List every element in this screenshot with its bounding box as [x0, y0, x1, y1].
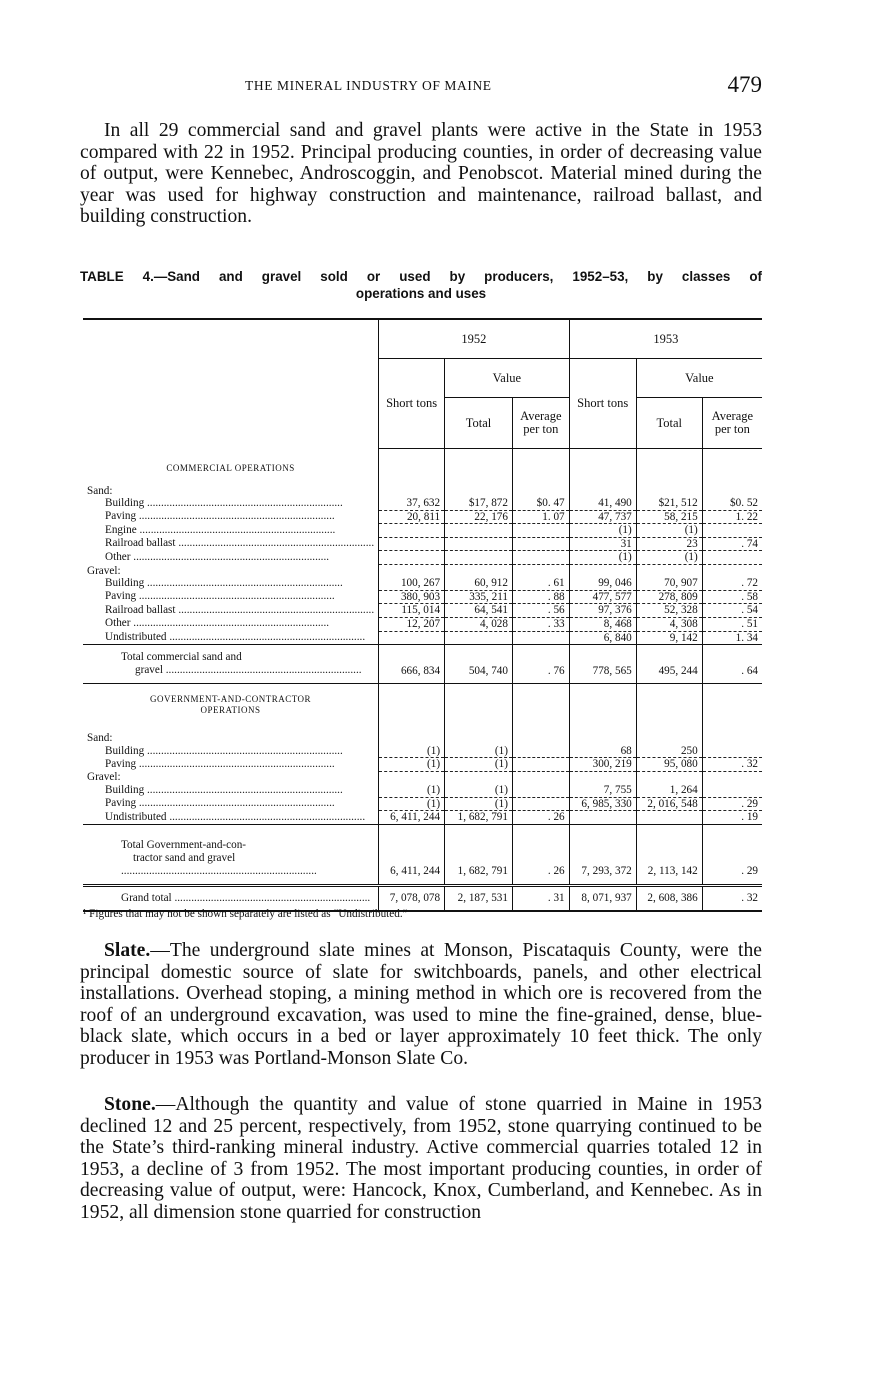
- cell-value: $0. 52: [702, 497, 762, 510]
- cell-value: (1): [445, 797, 513, 811]
- group-label: Sand:: [87, 732, 113, 745]
- cell-value: . 76: [512, 645, 569, 684]
- table-row: [83, 745, 762, 758]
- cell-value: . 33: [512, 617, 569, 631]
- cell-value: (1): [445, 758, 513, 772]
- row-label-line-1: Total commercial sand and: [121, 651, 242, 664]
- table-caption-line-2: operations and uses: [355, 286, 487, 301]
- page-number: 479: [727, 72, 762, 97]
- row-label: [83, 758, 379, 772]
- cell-value: 37, 632: [379, 497, 445, 510]
- commercial-total-row: [83, 645, 762, 684]
- total-1952-header: Total: [445, 398, 513, 449]
- government-gravel-rows: [83, 784, 762, 824]
- cell-value: . 32: [702, 885, 762, 911]
- cell-value: [569, 811, 636, 825]
- slate-paragraph: [80, 940, 762, 1070]
- cell-value: 70, 907: [636, 577, 702, 590]
- row-label: [83, 510, 379, 524]
- cell-value: [512, 524, 569, 538]
- cell-value: 100, 267: [379, 577, 445, 590]
- cell-value: [445, 524, 513, 538]
- row-label: [83, 497, 379, 510]
- cell-value: 58, 215: [636, 510, 702, 524]
- cell-value: 68: [569, 745, 636, 758]
- cell-value: 495, 244: [636, 645, 702, 684]
- row-label: [83, 811, 379, 825]
- table-caption-line-1: TABLE 4.—Sand and gravel sold or used by producers, 1952–53, by classes of: [80, 269, 762, 284]
- cell-value: [379, 631, 445, 645]
- cell-value: . 26: [512, 811, 569, 825]
- table-row: [83, 497, 762, 510]
- row-label: [83, 645, 379, 684]
- table-row: [83, 631, 762, 645]
- cell-value: [636, 811, 702, 825]
- year-1953-header: 1953: [569, 319, 762, 359]
- intro-paragraph-text: In all 29 commercial sand and gravel plants were active in the State in 1953 compared with 22 in 1952. Principal producing counties, in order of decreasing value of output, were Kennebec, Androscoggin, and Penobscot. Material mined during the year was used for highway construction and maintenance, railroad ballast, and building construction.: [80, 120, 762, 228]
- cell-value: 9, 142: [636, 631, 702, 645]
- table-row: [83, 551, 762, 565]
- cell-value: [512, 551, 569, 565]
- cell-value: [445, 631, 513, 645]
- table-row: [83, 617, 762, 631]
- avg-1952-header: [512, 398, 569, 449]
- cell-value: [512, 631, 569, 645]
- cell-value: [512, 797, 569, 811]
- cell-value: 1. 22: [702, 510, 762, 524]
- cell-value: 250: [636, 745, 702, 758]
- cell-value: 335, 211: [445, 590, 513, 604]
- table-row: [83, 797, 762, 811]
- cell-value: 6, 411, 244: [379, 811, 445, 825]
- group-label: Sand:: [87, 484, 113, 497]
- cell-value: . 64: [702, 645, 762, 684]
- cell-value: [512, 745, 569, 758]
- row-label: [83, 745, 379, 758]
- table-row: [83, 510, 762, 524]
- row-label-text: Railroad ballast .....: [105, 537, 374, 549]
- section-heading: COMMERCIAL OPERATIONS: [166, 462, 295, 473]
- cell-value: 47, 737: [569, 510, 636, 524]
- table-row: [83, 784, 762, 797]
- cell-value: 41, 490: [569, 497, 636, 510]
- row-label-text: Building .....: [105, 577, 343, 589]
- avg-label-line-1: Average: [520, 409, 562, 423]
- cell-value: . 26: [512, 824, 569, 885]
- row-label-text: Undistributed .....: [105, 631, 365, 643]
- cell-value: . 72: [702, 577, 762, 590]
- commercial-sand-rows: [83, 497, 762, 564]
- slate-heading: Slate.: [104, 940, 151, 961]
- table-row: [83, 537, 762, 551]
- row-label-line-2: tractor sand and gravel .....: [121, 852, 317, 877]
- short-tons-1953-header: Short tons: [569, 359, 636, 449]
- cell-value: [702, 745, 762, 758]
- cell-value: [445, 537, 513, 551]
- section-heading-line-2: OPERATIONS: [200, 705, 261, 716]
- cell-value: (1): [445, 745, 513, 758]
- cell-value: 278, 809: [636, 590, 702, 604]
- row-label: [83, 617, 379, 631]
- cell-value: . 58: [702, 590, 762, 604]
- cell-value: (1): [379, 745, 445, 758]
- table-row: [83, 524, 762, 538]
- cell-value: 2, 187, 531: [445, 885, 513, 911]
- cell-value: 2, 016, 548: [636, 797, 702, 811]
- government-total-row: [83, 824, 762, 885]
- row-label: [83, 797, 379, 811]
- cell-value: [512, 758, 569, 772]
- cell-value: [379, 537, 445, 551]
- cell-value: 52, 328: [636, 604, 702, 618]
- cell-value: [379, 551, 445, 565]
- table-caption: [80, 268, 762, 302]
- cell-value: (1): [569, 551, 636, 565]
- cell-value: (1): [569, 524, 636, 538]
- cell-value: 4, 028: [445, 617, 513, 631]
- table-row: [83, 811, 762, 825]
- cell-value: 1, 682, 791: [445, 811, 513, 825]
- row-label: [83, 537, 379, 551]
- cell-value: [512, 784, 569, 797]
- total-1953-header: Total: [636, 398, 702, 449]
- cell-value: . 29: [702, 824, 762, 885]
- stub-header: [83, 319, 379, 449]
- commercial-gravel-rows: [83, 577, 762, 644]
- cell-value: [702, 784, 762, 797]
- running-title: THE MINERAL INDUSTRY OF MAINE: [245, 78, 492, 93]
- row-label-text: Paving .....: [105, 797, 335, 809]
- intro-paragraph: [80, 120, 762, 228]
- row-label-text: Railroad ballast .....: [105, 604, 374, 616]
- cell-value: 7, 293, 372: [569, 824, 636, 885]
- cell-value: 95, 080: [636, 758, 702, 772]
- table-row: [83, 604, 762, 618]
- short-tons-1952-header: Short tons: [379, 359, 445, 449]
- group-label: Gravel:: [87, 771, 121, 784]
- cell-value: . 74: [702, 537, 762, 551]
- row-label: [83, 590, 379, 604]
- cell-value: 12, 207: [379, 617, 445, 631]
- cell-value: (1): [379, 797, 445, 811]
- cell-value: $0. 47: [512, 497, 569, 510]
- row-label-text: Engine .....: [105, 524, 335, 536]
- cell-value: . 32: [702, 758, 762, 772]
- row-label: [83, 551, 379, 565]
- table-footnote: ¹ Figures that may not be shown separately are listed as “Undistributed.”: [83, 908, 408, 920]
- value-1952-header: Value: [445, 359, 570, 398]
- cell-value: 778, 565: [569, 645, 636, 684]
- cell-value: [702, 524, 762, 538]
- row-label-line-2: gravel .....: [121, 664, 362, 676]
- cell-value: 60, 912: [445, 577, 513, 590]
- cell-value: . 31: [512, 885, 569, 911]
- cell-value: 7, 755: [569, 784, 636, 797]
- commercial-section: [83, 449, 762, 498]
- row-label: [83, 824, 379, 885]
- avg-1953-header: [702, 398, 762, 449]
- cell-value: 20, 811: [379, 510, 445, 524]
- cell-value: 1. 34: [702, 631, 762, 645]
- stone-heading: Stone.: [104, 1094, 156, 1115]
- stone-text: —Although the quantity and value of stone quarried in Maine in 1953 declined 12 and 25 percent, respectively, from 1952, stone quarrying continued to be the State’s third-ranking mineral industry. Active commercial quarries totaled 12 in 1953, a decline of 3 from 1952. The most important producing counties, in order of decreasing value of output, were: Hancock, Knox, Cumberland, and Kennebec. As in 1952, all dimension stone quarried for construction: [80, 1094, 762, 1223]
- cell-value: . 54: [702, 604, 762, 618]
- cell-value: 97, 376: [569, 604, 636, 618]
- cell-value: 7, 078, 078: [379, 885, 445, 911]
- cell-value: . 51: [702, 617, 762, 631]
- sand-gravel-table: [83, 318, 762, 912]
- cell-value: . 61: [512, 577, 569, 590]
- row-label: [83, 604, 379, 618]
- row-label: [83, 577, 379, 590]
- group-label: Gravel:: [87, 564, 121, 577]
- row-label-text: Paving .....: [105, 510, 335, 522]
- cell-value: 4, 308: [636, 617, 702, 631]
- section-heading-line-1: GOVERNMENT-AND-CONTRACTOR: [150, 694, 312, 705]
- cell-value: [379, 524, 445, 538]
- cell-value: 477, 577: [569, 590, 636, 604]
- government-sand-rows: [83, 745, 762, 772]
- row-label-text: Building .....: [105, 497, 343, 509]
- cell-value: . 29: [702, 797, 762, 811]
- cell-value: (1): [636, 524, 702, 538]
- cell-value: $21, 512: [636, 497, 702, 510]
- cell-value: 8, 468: [569, 617, 636, 631]
- cell-value: 1. 07: [512, 510, 569, 524]
- cell-value: 2, 113, 142: [636, 824, 702, 885]
- row-label-text: Undistributed .....: [105, 811, 365, 823]
- cell-value: 99, 046: [569, 577, 636, 590]
- value-1953-header: Value: [636, 359, 762, 398]
- row-label: [83, 784, 379, 797]
- cell-value: 115, 014: [379, 604, 445, 618]
- stone-paragraph: [80, 1094, 762, 1224]
- section-heading: [83, 684, 379, 733]
- table-row: [83, 758, 762, 772]
- row-label: [83, 524, 379, 538]
- cell-value: (1): [379, 784, 445, 797]
- cell-value: 23: [636, 537, 702, 551]
- cell-value: . 19: [702, 811, 762, 825]
- row-label-text: Building .....: [105, 745, 343, 757]
- row-label-text: Grand total .....: [121, 892, 370, 904]
- cell-value: 1, 264: [636, 784, 702, 797]
- cell-value: [445, 551, 513, 565]
- cell-value: 1, 682, 791: [445, 824, 513, 885]
- row-label-text: Other .....: [105, 617, 329, 629]
- avg-label-line-2: per ton: [523, 422, 559, 436]
- row-label-text: Paving .....: [105, 758, 335, 770]
- avg-label-line-2: per ton: [714, 422, 750, 436]
- cell-value: 300, 219: [569, 758, 636, 772]
- row-label-text: Other .....: [105, 551, 329, 563]
- cell-value: 6, 985, 330: [569, 797, 636, 811]
- cell-value: 380, 903: [379, 590, 445, 604]
- cell-value: . 88: [512, 590, 569, 604]
- cell-value: 31: [569, 537, 636, 551]
- running-head: [80, 74, 762, 100]
- row-label-text: Paving .....: [105, 590, 335, 602]
- cell-value: . 56: [512, 604, 569, 618]
- row-label-text: Building .....: [105, 784, 343, 796]
- slate-text: —The underground slate mines at Monson, Piscataquis County, were the principal domestic source of slate for switchboards, panels, and other electrical installations. Overhead stoping, a mining method in which ore is recovered from the roof of an underground excavation, was used to mine the fine-grained, dense, blue-black slate, which occurs in a bed or layer approximately 10 feet thick. The only producer in 1953 was Portland-Monson Slate Co.: [80, 940, 762, 1069]
- cell-value: 504, 740: [445, 645, 513, 684]
- cell-value: 8, 071, 937: [569, 885, 636, 911]
- cell-value: (1): [445, 784, 513, 797]
- row-label-line-1: Total Government-and-con-: [121, 838, 247, 851]
- cell-value: 666, 834: [379, 645, 445, 684]
- table-row: [83, 577, 762, 590]
- cell-value: 22, 176: [445, 510, 513, 524]
- cell-value: (1): [379, 758, 445, 772]
- cell-value: 64, 541: [445, 604, 513, 618]
- table-row: [83, 590, 762, 604]
- cell-value: $17, 872: [445, 497, 513, 510]
- cell-value: 6, 840: [569, 631, 636, 645]
- cell-value: [702, 551, 762, 565]
- cell-value: 6, 411, 244: [379, 824, 445, 885]
- cell-value: [512, 537, 569, 551]
- year-1952-header: 1952: [379, 319, 570, 359]
- cell-value: 2, 608, 386: [636, 885, 702, 911]
- row-label: [83, 631, 379, 645]
- avg-label-line-1: Average: [711, 409, 754, 423]
- cell-value: (1): [636, 551, 702, 565]
